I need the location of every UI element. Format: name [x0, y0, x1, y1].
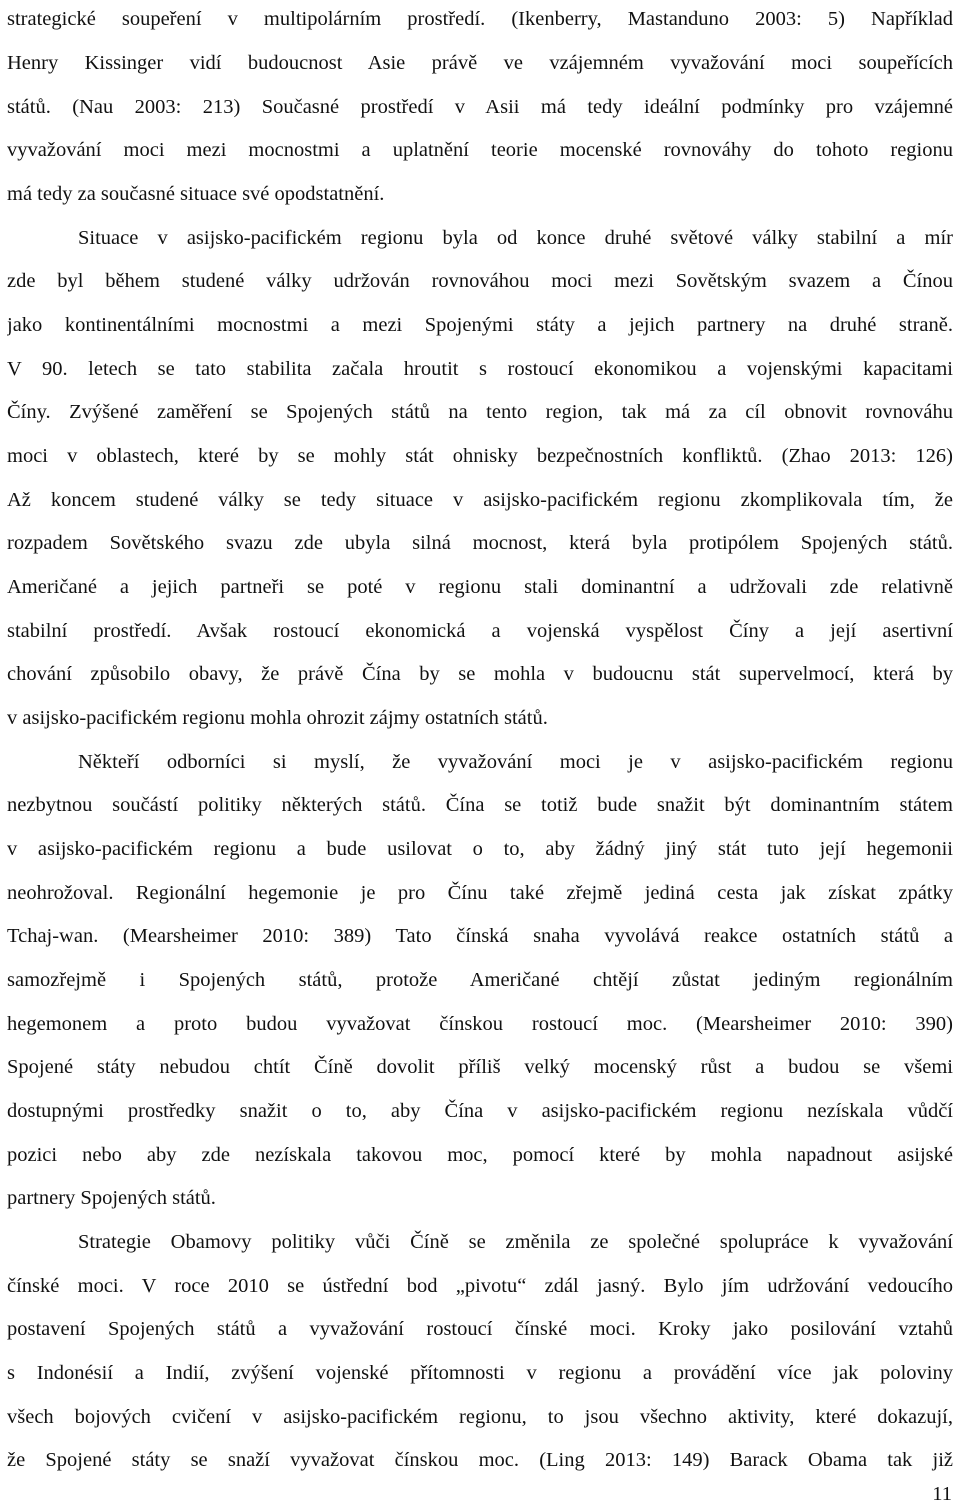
text-line: všech bojových cvičení v asijsko-pacifickém regionu, to jsou všechno aktivity, které dokazují, [7, 1406, 953, 1428]
text-line: v asijsko-pacifickém regionu a bude usilovat o to, aby žádný jiný stát tuto její hegemonii [7, 838, 953, 860]
paragraph-first-line: Situace v asijsko-pacifickém regionu byla od konce druhé světové války stabilní a mír [78, 227, 953, 249]
paragraph-first-line: Strategie Obamovy politiky vůči Číně se změnila ze společné spolupráce k vyvažování [78, 1231, 953, 1253]
text-line: postavení Spojených států a vyvažování rostoucí čínské moci. Kroky jako posilování vztahů [7, 1318, 953, 1340]
paragraph-first-line: Někteří odborníci si myslí, že vyvažování moci je v asijsko-pacifickém regionu [78, 751, 953, 773]
text-line: čínské moci. V roce 2010 se ústřední bod „pivotu“ zdál jasný. Bylo jím udržování vedoucího [7, 1275, 953, 1297]
text-line: Spojené státy nebudou chtít Číně dovolit příliš velký mocenský růst a budou se všemi [7, 1056, 953, 1078]
text-line: partnery Spojených států. [7, 1187, 216, 1209]
text-line: vyvažování moci mezi mocnostmi a uplatnění teorie mocenské rovnováhy do tohoto regionu [7, 139, 953, 161]
text-line: Tchaj-wan. (Mearsheimer 2010: 389) Tato čínská snaha vyvolává reakce ostatních států a [7, 925, 953, 947]
text-line: strategické soupeření v multipolárním prostředí. (Ikenberry, Mastanduno 2003: 5) Například [7, 8, 953, 30]
text-line: moci v oblastech, které by se mohly stát ohnisky bezpečnostních konfliktů. (Zhao 2013: 126) [7, 445, 953, 467]
text-line: Američané a jejich partneři se poté v regionu stali dominantní a udržovali zde relativně [7, 576, 953, 598]
text-line: neohrožoval. Regionální hegemonie je pro Čínu také zřejmě jediná cesta jak získat zpátky [7, 882, 953, 904]
text-line: dostupnými prostředky snažit o to, aby Čína v asijsko-pacifickém regionu nezískala vůdčí [7, 1100, 953, 1122]
text-line: nezbytnou součástí politiky některých států. Čína se totiž bude snažit být dominantním státem [7, 794, 953, 816]
text-line: že Spojené státy se snaží vyvažovat čínskou moc. (Ling 2013: 149) Barack Obama tak již [7, 1449, 953, 1471]
text-line: států. (Nau 2003: 213) Současné prostředí v Asii má tedy ideální podmínky pro vzájemné [7, 96, 953, 118]
text-line: Číny. Zvýšené zaměření se Spojených států na tento region, tak má za cíl obnovit rovnováhu [7, 401, 953, 423]
text-line: Až koncem studené války se tedy situace v asijsko-pacifickém regionu zkomplikovala tím, že [7, 489, 953, 511]
page-number: 11 [932, 1483, 952, 1505]
text-line: v asijsko-pacifickém regionu mohla ohrozit zájmy ostatních států. [7, 707, 548, 729]
text-line: samozřejmě i Spojených států, protože Američané chtějí zůstat jediným regionálním [7, 969, 953, 991]
text-line: chování způsobilo obavy, že právě Čína by se mohla v budoucnu stát supervelmocí, která by [7, 663, 953, 685]
text-line: zde byl během studené války udržován rovnováhou moci mezi Sovětským svazem a Čínou [7, 270, 953, 292]
text-line: Henry Kissinger vidí budoucnost Asie právě ve vzájemném vyvažování moci soupeřících [7, 52, 953, 74]
text-line: V 90. letech se tato stabilita začala hroutit s rostoucí ekonomikou a vojenskými kapacitami [7, 358, 953, 380]
text-line: rozpadem Sovětského svazu zde ubyla silná mocnost, která byla protipólem Spojených států. [7, 532, 953, 554]
text-line: hegemonem a proto budou vyvažovat čínskou rostoucí moc. (Mearsheimer 2010: 390) [7, 1013, 953, 1035]
text-line: jako kontinentálními mocnostmi a mezi Spojenými státy a jejich partnery na druhé straně. [7, 314, 953, 336]
text-line: pozici nebo aby zde nezískala takovou moc, pomocí které by mohla napadnout asijské [7, 1144, 953, 1166]
text-line: má tedy za současné situace své opodstatnění. [7, 183, 385, 205]
text-line: s Indonésií a Indií, zvýšení vojenské přítomnosti v regionu a provádění více jak poloviny [7, 1362, 953, 1384]
text-line: stabilní prostředí. Avšak rostoucí ekonomická a vojenská vyspělost Číny a její asertivní [7, 620, 953, 642]
